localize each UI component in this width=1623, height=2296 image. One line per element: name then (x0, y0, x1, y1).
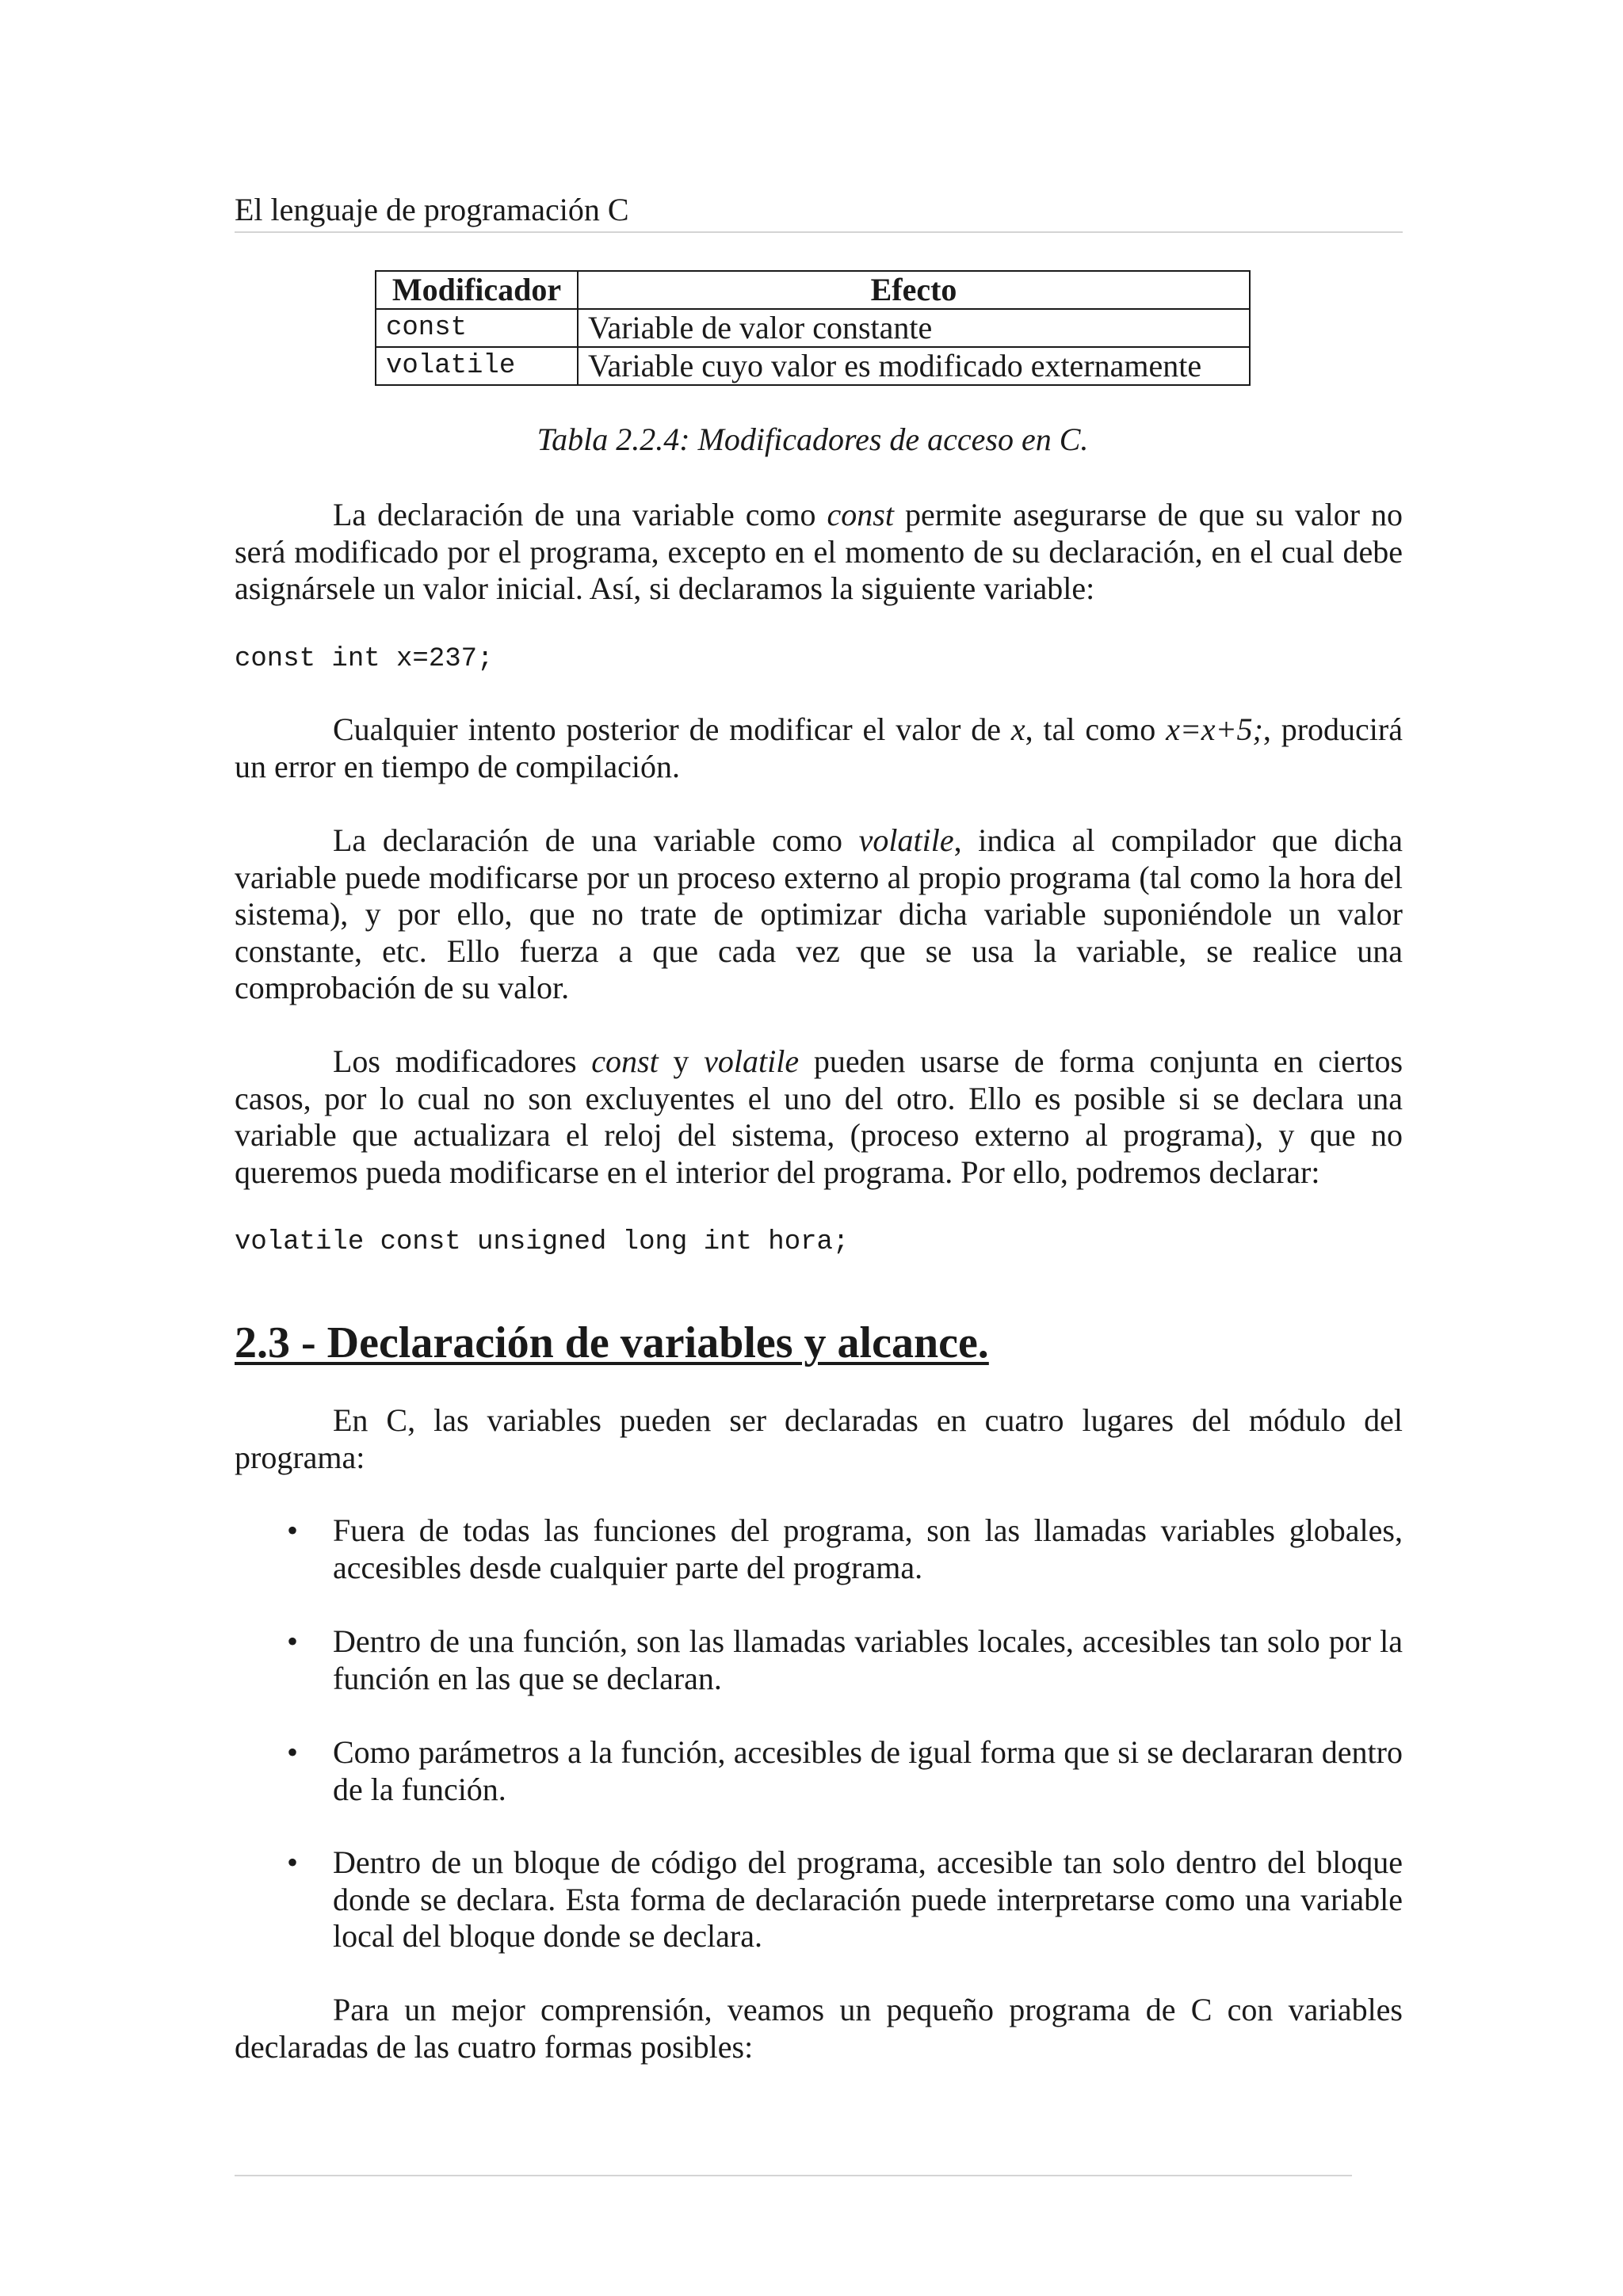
section-heading: 2.3 - Declaración de variables y alcance. (235, 1318, 989, 1367)
bullet-icon: • (287, 1734, 299, 1770)
bullet-icon: • (287, 1844, 299, 1880)
text-run: , producirá un error en tiempo de compilación. (235, 711, 1403, 784)
paragraph-const-volatile (235, 1043, 1403, 1191)
text-run: , indica al compilador que dicha variable puede modificarse por un proceso externo al propio programa (tal como la hora del sistema), y por ello, que no trate de optimizar dicha variable suponiéndole un valor constante, etc. Ello fuerza a que cada vez que se usa la variable, se realice una comprobación de su valor. (235, 822, 1403, 1005)
text-run: Los modificadores (333, 1043, 592, 1079)
table-row (376, 309, 1250, 347)
table-header-row (376, 271, 1250, 309)
emphasis-term: const (827, 497, 894, 532)
emphasis-term: const (591, 1043, 659, 1079)
text-run: y (658, 1043, 705, 1079)
table-header-modifier: Modificador (376, 271, 578, 309)
table-header-effect: Efecto (578, 271, 1250, 309)
emphasis-term: x=x+5; (1166, 711, 1263, 747)
paragraph-const (235, 497, 1403, 608)
section-intro: En C, las variables pueden ser declaradas en cuatro lugares del módulo del programa: (235, 1402, 1403, 1475)
bullet-icon: • (287, 1623, 299, 1659)
code-example-const: const int x=237; (235, 644, 494, 674)
paragraph-compile-error (235, 711, 1403, 785)
text-run: permite asegurarse de que su valor no será modificado por el programa, excepto en el momento de su declaración, en el cual debe asignársele un valor inicial. Así, si declaramos la siguiente variable: (235, 497, 1403, 606)
running-header: El lenguaje de programación C (235, 190, 1403, 233)
emphasis-term: volatile (704, 1043, 800, 1079)
code-example-volatile-const: volatile const unsigned long int hora; (235, 1227, 850, 1257)
table-cell-effect: Variable de valor constante (578, 309, 1250, 347)
emphasis-term: x (1010, 711, 1025, 747)
bullet-icon: • (287, 1512, 299, 1548)
table-cell-effect: Variable cuyo valor es modificado externamente (578, 347, 1250, 385)
text-run: , tal como (1025, 711, 1167, 747)
table-cell-modifier: volatile (376, 347, 578, 385)
table-row (376, 347, 1250, 385)
text-run: La declaración de una variable como (333, 497, 827, 532)
list-item-text: Dentro de un bloque de código del programa, accesible tan solo dentro del bloque donde se declara. Esta forma de declaración puede interpretarse como una variable local del bloque donde se declara. (333, 1844, 1403, 1954)
table-cell-modifier: const (376, 309, 578, 347)
list-item-text: Como parámetros a la función, accesibles de igual forma que si se declararan dentro de la función. (333, 1734, 1403, 1807)
table-caption: Tabla 2.2.4: Modificadores de acceso en C. (537, 421, 1089, 457)
list-item-text: Fuera de todas las funciones del programa, son las llamadas variables globales, accesibles desde cualquier parte del programa. (333, 1512, 1403, 1585)
modifiers-table (375, 270, 1251, 386)
text-run: pueden usarse de forma conjunta en ciertos casos, por lo cual no son excluyentes el uno del otro. Ello es posible si se declara una variable que actualizara el reloj del sistema, (proceso externo al programa), y que no queremos pueda modificarse en el interior del programa. Por ello, podremos declarar: (235, 1043, 1403, 1190)
closing-paragraph: Para un mejor comprensión, veamos un pequeño programa de C con variables declaradas de las cuatro formas posibles: (235, 1992, 1403, 2065)
footer-rule (235, 2175, 1352, 2176)
list-item-text: Dentro de una función, son las llamadas variables locales, accesibles tan solo por la función en las que se declaran. (333, 1623, 1403, 1696)
emphasis-term: volatile (858, 822, 954, 858)
text-run: La declaración de una variable como (333, 822, 859, 858)
paragraph-volatile (235, 822, 1403, 1007)
text-run: Cualquier intento posterior de modificar el valor de (333, 711, 1011, 747)
